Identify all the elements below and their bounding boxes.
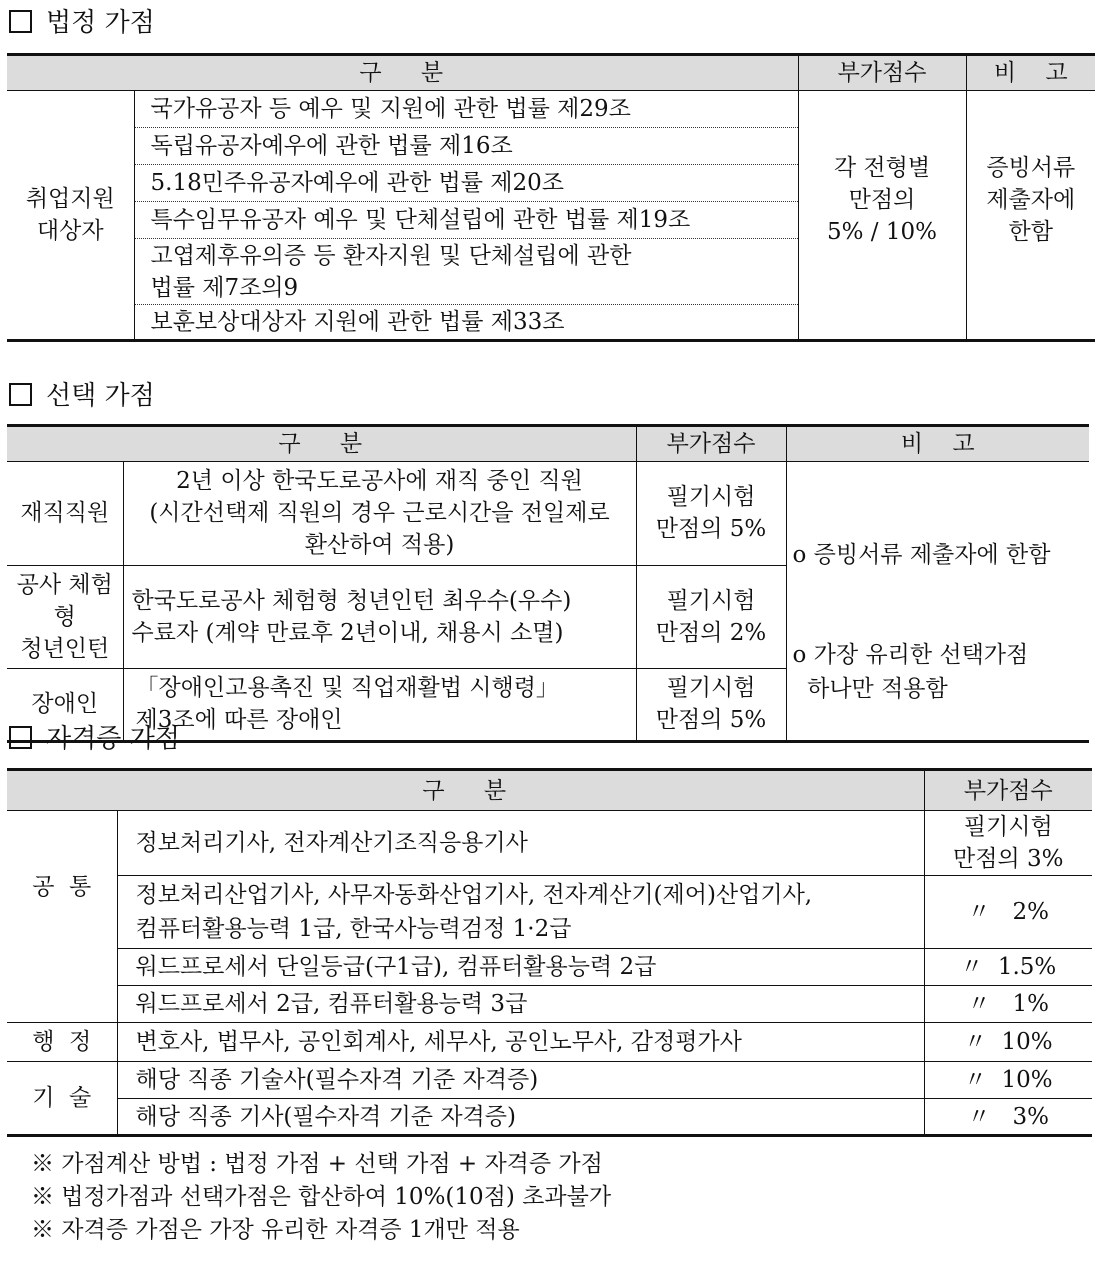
certificate-points: 〃 10% <box>924 1023 1092 1062</box>
optional-points: 필기시험 만점의 5% <box>636 462 786 566</box>
optional-points-table <box>7 424 1089 743</box>
header-category: 구 분 <box>7 55 798 91</box>
certificate-desc: 워드프로세서 단일등급(구1급), 컴퓨터활용능력 2급 <box>117 949 924 986</box>
group-current-employee: 재직직원 <box>20 500 110 527</box>
header-category: 구 분 <box>7 770 924 811</box>
checkbox-square-icon <box>9 383 32 406</box>
law-item: 독립유공자예우에 관한 법률 제16조 <box>134 128 798 165</box>
checkbox-square-icon <box>9 10 32 33</box>
certificate-desc: 변호사, 법무사, 공인회계사, 세무사, 공인노무사, 감정평가사 <box>117 1023 924 1062</box>
footnote: ※ 법정가점과 선택가점은 합산하여 10%(10점) 초과불가 <box>31 1184 612 1210</box>
header-points: 부가점수 <box>798 55 966 91</box>
statutory-points: 각 전형별 만점의 5% / 10% <box>798 91 966 341</box>
certificate-points: 〃 1.5% <box>924 949 1092 986</box>
law-item: 보훈보상대상자 지원에 관한 법률 제33조 <box>134 305 798 341</box>
group-intern: 공사 체험형 청년인턴 <box>7 565 123 668</box>
law-item: 국가유공자 등 예우 및 지원에 관한 법률 제29조 <box>134 91 798 128</box>
certificate-desc: 정보처리기사, 전자계산기조직응용기사 <box>117 811 924 876</box>
footnote: ※ 자격증 가점은 가장 유리한 자격증 1개만 적용 <box>31 1217 520 1243</box>
header-note: 비 고 <box>786 426 1089 462</box>
statutory-note: 증빙서류 제출자에 한함 <box>966 91 1095 341</box>
certificate-points: 필기시험 만점의 3% <box>924 811 1092 876</box>
optional-desc: 「장애인고용촉진 및 직업재활법 시행령」 제3조에 따른 장애인 <box>123 668 636 741</box>
footnotes <box>31 1148 611 1247</box>
header-points: 부가점수 <box>924 770 1092 811</box>
certificate-points: 〃 1% <box>924 986 1092 1023</box>
certificate-points: 〃 2% <box>924 876 1092 949</box>
group-employment-support: 취업지원 대상자 <box>25 186 115 244</box>
certificate-points-table <box>7 768 1092 1137</box>
statutory-points-table <box>7 53 1095 342</box>
section-title-optional: 선택 가점 <box>7 379 155 413</box>
optional-points: 필기시험 만점의 2% <box>636 565 786 668</box>
checkbox-square-icon <box>9 726 32 749</box>
optional-note: o 증빙서류 제출자에 한함 o 가장 유리한 선택가점 하나만 적용함 <box>786 462 1089 742</box>
certificate-desc: 해당 직종 기사(필수자격 기준 자격증) <box>117 1099 924 1136</box>
footnote: ※ 가점계산 방법 : 법정 가점 + 선택 가점 + 자격증 가점 <box>31 1151 603 1177</box>
group-tech: 기 술 <box>7 1062 117 1136</box>
header-note: 비 고 <box>966 55 1095 91</box>
law-item: 고엽제후유의증 등 환자지원 및 단체설립에 관한 법률 제7조의9 <box>134 239 798 305</box>
certificate-desc: 워드프로세서 2급, 컴퓨터활용능력 3급 <box>117 986 924 1023</box>
certificate-points: 〃 3% <box>924 1099 1092 1136</box>
law-item: 5.18민주유공자예우에 관한 법률 제20조 <box>134 165 798 202</box>
group-admin: 행 정 <box>7 1023 117 1062</box>
optional-points: 필기시험 만점의 5% <box>636 668 786 741</box>
certificate-desc: 해당 직종 기술사(필수자격 기준 자격증) <box>117 1062 924 1099</box>
certificate-desc: 정보처리산업기사, 사무자동화산업기사, 전자계산기(제어)산업기사, 컴퓨터활용능력 1급, 한국사능력검정 1·2급 <box>117 876 924 949</box>
certificate-points: 〃 10% <box>924 1062 1092 1099</box>
group-disabled: 장애인 <box>7 668 123 741</box>
section-title-statutory: 법정 가점 <box>7 6 155 40</box>
group-common: 공 통 <box>32 873 92 900</box>
section-title-certificate: 자격증 가점 <box>7 722 180 756</box>
law-item: 특수임무유공자 예우 및 단체설립에 관한 법률 제19조 <box>134 202 798 239</box>
header-category: 구 분 <box>7 426 636 462</box>
optional-desc: 2년 이상 한국도로공사에 재직 중인 직원 (시간선택제 직원의 경우 근로시간을 전일제로 환산하여 적용) <box>123 462 636 566</box>
optional-desc: 한국도로공사 체험형 청년인턴 최우수(우수) 수료자 (계약 만료후 2년이내, 채용시 소멸) <box>123 565 636 668</box>
header-points: 부가점수 <box>636 426 786 462</box>
